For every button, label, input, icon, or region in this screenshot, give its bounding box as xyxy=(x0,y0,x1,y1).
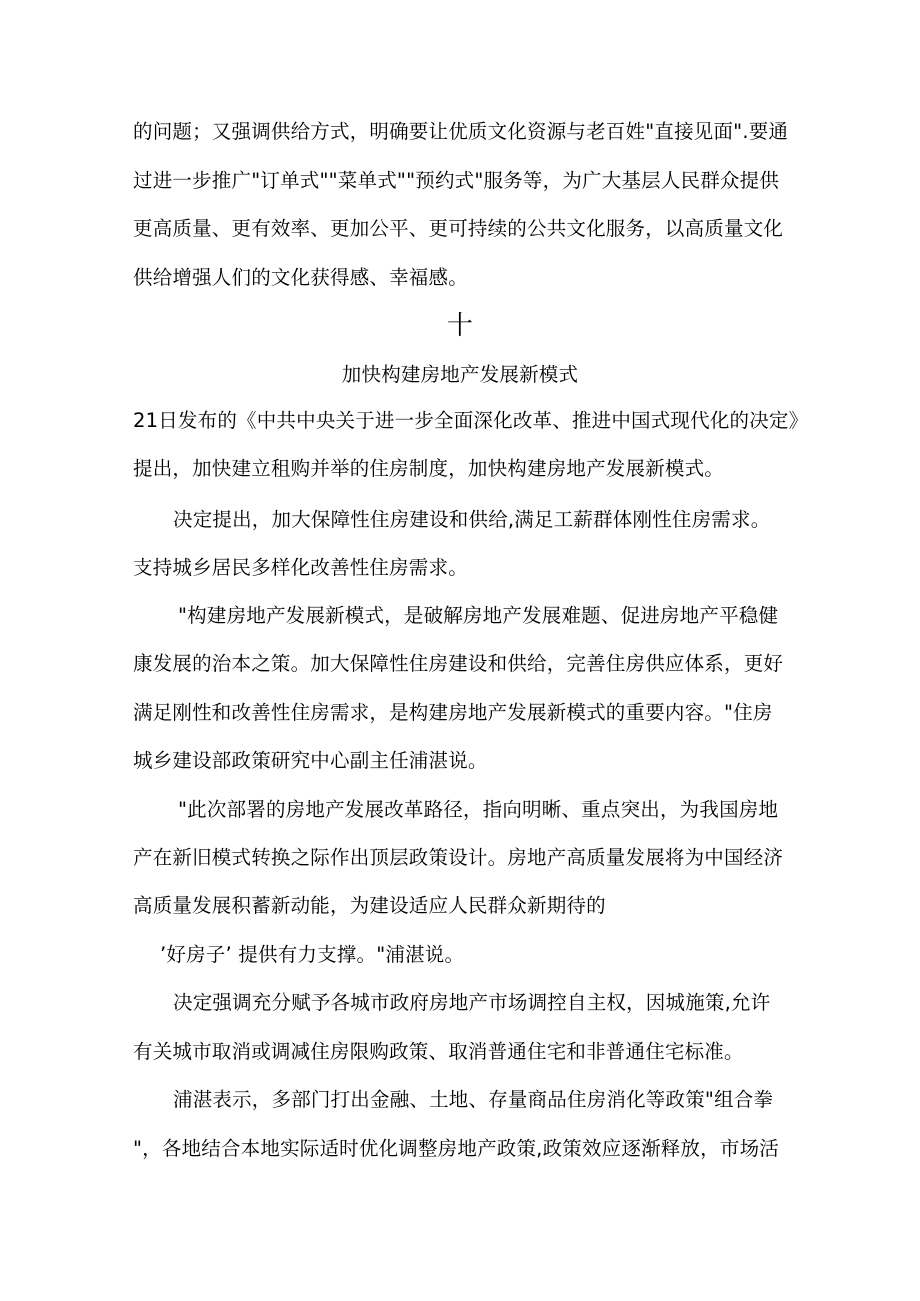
paragraph-line: 满足刚性和改善性住房需求，是构建房地产发展新模式的重要内容。"住房 xyxy=(133,701,773,724)
paragraph-line: 城乡建设部政策研究中心副主任浦湛说。 xyxy=(133,749,488,772)
paragraph-line: 更高质量、更有效率、更加公平、更可持续的公共文化服务，以高质量文化 xyxy=(133,217,784,240)
paragraph-line: 决定提出，加大保障性住房建设和供给,满足工薪群体刚性住房需求。 xyxy=(173,508,771,531)
paragraph-line: 支持城乡居民多样化改善性住房需求。 xyxy=(133,556,468,579)
paragraph-line: 供给增强人们的文化获得感、幸福感。 xyxy=(133,266,468,289)
paragraph-line: 的问题；又强调供给方式，明确要让优质文化资源与老百姓"直接见面".要通 xyxy=(133,120,789,143)
paragraph-line: 产在新旧模式转换之际作出顶层政策设计。房地产高质量发展将为中国经济 xyxy=(133,846,784,869)
paragraph-line: "构建房地产发展新模式，是破解房地产发展难题、促进房地产平稳健 xyxy=(178,604,779,627)
paragraph-line: "，各地结合本地实际适时优化调整房地产政策,政策效应逐渐释放，市场活 xyxy=(133,1137,779,1160)
paragraph-line: 提出，加快建立租购并举的住房制度，加快构建房地产发展新模式。 xyxy=(133,457,725,480)
paragraph-line: 21日发布的《中共中央关于进一步全面深化改革、推进中国式现代化的决定》 xyxy=(133,409,809,432)
section-number: 十 xyxy=(446,311,474,341)
paragraph-line: 高质量发展积蓄新动能，为建设适应人民群众新期待的 xyxy=(133,894,606,917)
paragraph-line: 有关城市取消或调减住房限购政策、取消普通住宅和非普通住宅标准。 xyxy=(133,1040,744,1063)
section-heading: 加快构建房地产发展新模式 xyxy=(341,363,579,386)
paragraph-line: ’好房子’ 提供有力支撑。"浦湛说。 xyxy=(160,943,465,966)
paragraph-line: 决定强调充分赋予各城市政府房地产市场调控自主权，因城施策,允许 xyxy=(173,991,771,1014)
paragraph-line: 康发展的治本之策。加大保障性住房建设和供给，完善住房供应体系，更好 xyxy=(133,652,784,675)
paragraph-line: "此次部署的房地产发展改革路径，指向明晰、重点突出，为我国房地 xyxy=(178,798,779,821)
paragraph-line: 过进一步推广"订单式""菜单式""预约式"服务等，为广大基层人民群众提供 xyxy=(133,169,780,192)
paragraph-line: 浦湛表示，多部门打出金融、土地、存量商品住房消化等政策"组合拳 xyxy=(173,1088,774,1111)
